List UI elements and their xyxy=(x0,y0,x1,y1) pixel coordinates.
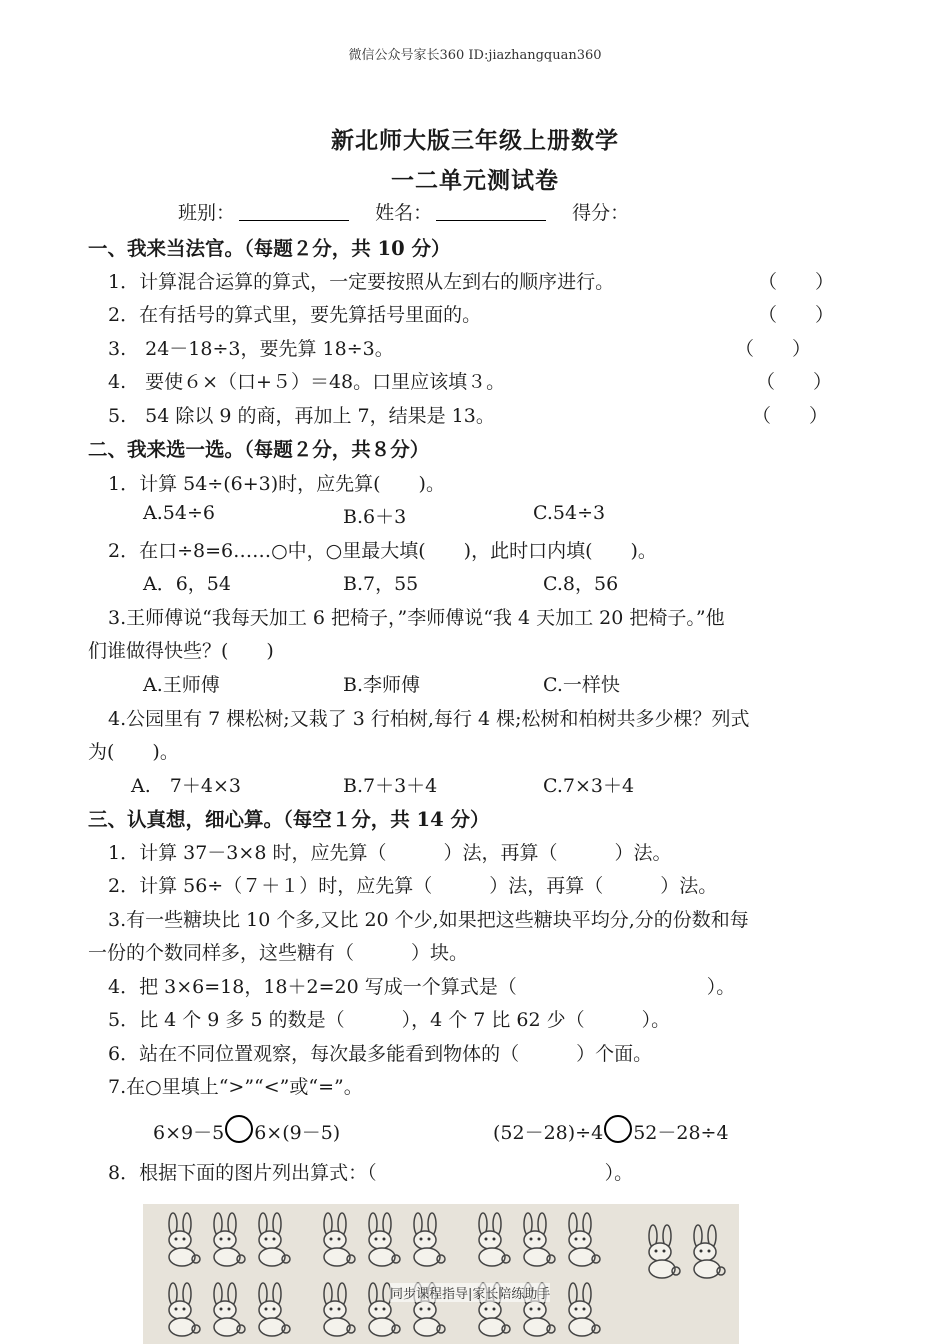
s1-item-3-paren[interactable]: （ ） xyxy=(735,338,812,360)
s1-item-4: 4. 要使６×（口+５）＝48。口里应该填３。 xyxy=(108,371,506,393)
rabbit-group-1 xyxy=(169,1213,290,1336)
s2-q4-line2: 为( )。 xyxy=(88,741,179,763)
s1-item-5-paren[interactable]: （ ） xyxy=(752,405,829,427)
header-watermark: 微信公众号家长360 ID:jiazhangquan360 xyxy=(348,48,602,63)
section2-heading: 二、我来选一选。（每题２分，共８分） xyxy=(88,438,430,461)
s3-q5: 5．比 4 个 9 多 5 的数是（ ），4 个 7 比 62 少（ ）。 xyxy=(108,1009,671,1031)
s1-item-2: 2．在有括号的算式里，要先算括号里面的。 xyxy=(108,304,482,326)
s3-q6: 6．站在不同位置观察，每次最多能看到物体的（ ）个面。 xyxy=(108,1043,653,1065)
s3-q3-line1: 3.有一些糖块比 10 个多,又比 20 个少,如果把这些糖块平均分,分的份数和每 xyxy=(108,909,749,931)
section3-heading: 三、认真想，细心算。（每空１分，共 14 分） xyxy=(88,808,490,831)
s2-q3-line1: 3.王师傅说“我每天加工 6 把椅子，”李师傅说“我 4 天加工 20 把椅子。”他 xyxy=(108,607,725,629)
rabbit-group-2 xyxy=(324,1213,445,1336)
s2-q3-option-b[interactable]: B.李师傅 xyxy=(343,674,421,696)
student-info-row xyxy=(178,198,629,225)
rabbit-grid xyxy=(143,1204,739,1344)
s2-q1-option-b[interactable]: B.6＋3 xyxy=(343,506,407,528)
section1-heading: 一、我来当法官。（每题２分，共 10 分） xyxy=(88,237,451,260)
s2-q3-option-c[interactable]: C.一样快 xyxy=(543,674,620,696)
s1-item-1-paren[interactable]: （ ） xyxy=(758,271,835,293)
page-title: 新北师大版三年级上册数学 xyxy=(331,127,619,154)
rabbit-group-4 xyxy=(649,1225,725,1278)
s2-q2-option-b[interactable]: B.7，55 xyxy=(343,573,419,595)
rabbit-illustration xyxy=(143,1204,739,1344)
s2-q3-option-a[interactable]: A.王师傅 xyxy=(143,674,220,696)
s3-q2: 2．计算 56÷（７＋１）时，应先算（ ）法，再算（ ）法。 xyxy=(108,875,718,897)
s1-item-5: 5. 54 除以 9 的商，再加上 7，结果是 13。 xyxy=(108,405,495,427)
s3-q3-line2: 一份的个数同样多，这些糖有（ ）块。 xyxy=(88,942,469,964)
s2-q4-option-b[interactable]: B.7＋3＋4 xyxy=(343,775,438,797)
page-subtitle: 一二单元测试卷 xyxy=(391,167,559,194)
s1-item-4-paren[interactable]: （ ） xyxy=(756,371,833,393)
s2-q3-line2: 们谁做得快些？( ) xyxy=(88,640,274,662)
s2-q1-option-a[interactable]: A.54÷6 xyxy=(143,502,215,524)
s3-q7-compare-right xyxy=(493,1115,729,1145)
s2-q1-option-c[interactable]: C.54÷3 xyxy=(533,502,606,524)
compare-circle-left[interactable] xyxy=(225,1115,253,1143)
s3-q7-compare-left xyxy=(153,1115,340,1145)
class-label: 班别： xyxy=(178,202,236,224)
name-label: 姓名： xyxy=(375,202,433,224)
s1-item-3: 3. 24－18÷3，要先算 18÷3。 xyxy=(108,338,394,360)
s2-q4-option-a[interactable]: A. 7＋4×3 xyxy=(131,775,241,797)
s3-q7-right-expr-b: 52－28÷4 xyxy=(633,1122,729,1144)
s3-q4: 4．把 3×6=18，18＋2=20 写成一个算式是（ ）。 xyxy=(108,976,736,998)
s3-q8: 8．根据下面的图片列出算式：（ ）。 xyxy=(108,1162,634,1184)
s3-q1: 1．计算 37－3×8 时，应先算（ ）法，再算（ ）法。 xyxy=(108,842,672,864)
s2-q2: 2．在口÷8=6……○中，○里最大填( )，此时口内填( )。 xyxy=(108,540,657,562)
s3-q7-left-expr-b: 6×(9－5) xyxy=(254,1122,341,1144)
s1-item-1: 1．计算混合运算的算式，一定要按照从左到右的顺序进行。 xyxy=(108,271,615,293)
s3-q7: 7.在○里填上“>”“<”或“=”。 xyxy=(108,1076,363,1098)
s2-q2-option-a[interactable]: A．6，54 xyxy=(143,573,231,595)
class-blank[interactable] xyxy=(239,202,349,221)
s2-q4-line1: 4.公园里有 7 棵松树;又栽了 3 行柏树,每行 4 棵;松树和柏树共多少棵？列式 xyxy=(108,708,750,730)
compare-circle-right[interactable] xyxy=(604,1115,632,1143)
s2-q1: 1．计算 54÷(6+3)时，应先算( )。 xyxy=(108,473,445,495)
s3-q7-right-expr-a: (52－28)÷4 xyxy=(493,1122,604,1144)
s2-q2-option-c[interactable]: C.8，56 xyxy=(543,573,619,595)
rabbit-group-3 xyxy=(479,1213,600,1336)
score-label: 得分： xyxy=(572,202,630,224)
s3-q7-left-expr-a: 6×9－5 xyxy=(153,1122,225,1144)
footer-watermark: 同步课程指导|家长陪练助手 xyxy=(390,1283,550,1302)
s1-item-2-paren[interactable]: （ ） xyxy=(758,304,835,326)
s2-q4-option-c[interactable]: C.7×3＋4 xyxy=(543,775,635,797)
name-blank[interactable] xyxy=(436,202,546,221)
